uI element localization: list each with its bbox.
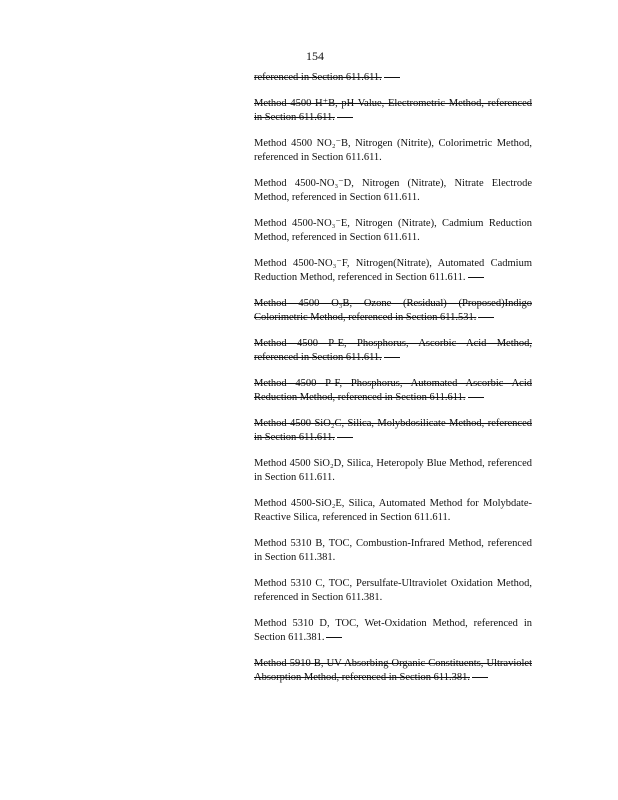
method-entry: Method 5910 B, UV Absorbing Organic Constituents, Ultraviolet Absorption Method, referenced in Section 611.381. [254,658,532,683]
method-entry: Method 4500 SiO₂C, Silica, Molybdosilicate Method, referenced in Section 611.611. [254,418,532,443]
page-number: 154 [306,49,324,63]
method-entry: Method 4500 H⁺B, pH Value, Electrometric Method, referenced in Section 611.611. [254,98,532,123]
method-entry: Method 4500 NO₂⁻B, Nitrogen (Nitrite), Colorimetric Method, referenced in Section 611.611. [254,138,532,163]
method-entry: Method 5310 B, TOC, Combustion-Infrared Method, referenced in Section 611.381. [254,538,532,563]
method-entry: Method 4500-NO₃⁻F, Nitrogen(Nitrate), Automated Cadmium Reduction Method, referenced in Section 611.611. [254,258,532,283]
method-entry: Method 4500-SiO₂E, Silica, Automated Method for Molybdate-Reactive Silica, referenced in Section 611.611. [254,498,532,523]
method-entry: Method 4500-NO₃⁻D, Nitrogen (Nitrate), Nitrate Electrode Method, referenced in Section 611.611. [254,178,532,203]
method-entry: Method 4500-NO₃⁻E, Nitrogen (Nitrate), Cadmium Reduction Method, referenced in Section 611.611. [254,218,532,243]
method-entry: referenced in Section 611.611. [254,71,532,85]
method-entry: Method 4500 O₃B, Ozone (Residual) (Proposed)Indigo Colorimetric Method, referenced in Section 611.531. [254,298,532,323]
method-entry: Method 4500 P-F, Phosphorus, Automated Ascorbic Acid Reduction Method, referenced in Section 611.611. [254,378,532,403]
method-entry: Method 5310 C, TOC, Persulfate-Ultraviolet Oxidation Method, referenced in Section 611.381. [254,578,532,603]
method-entry: Method 5310 D, TOC, Wet-Oxidation Method, referenced in Section 611.381. [254,618,532,643]
method-list [254,71,532,697]
method-entry: Method 4500 P-E, Phosphorus, Ascorbic Acid Method, referenced in Section 611.611. [254,338,532,363]
method-entry: Method 4500 SiO₂D, Silica, Heteropoly Blue Method, referenced in Section 611.611. [254,458,532,483]
